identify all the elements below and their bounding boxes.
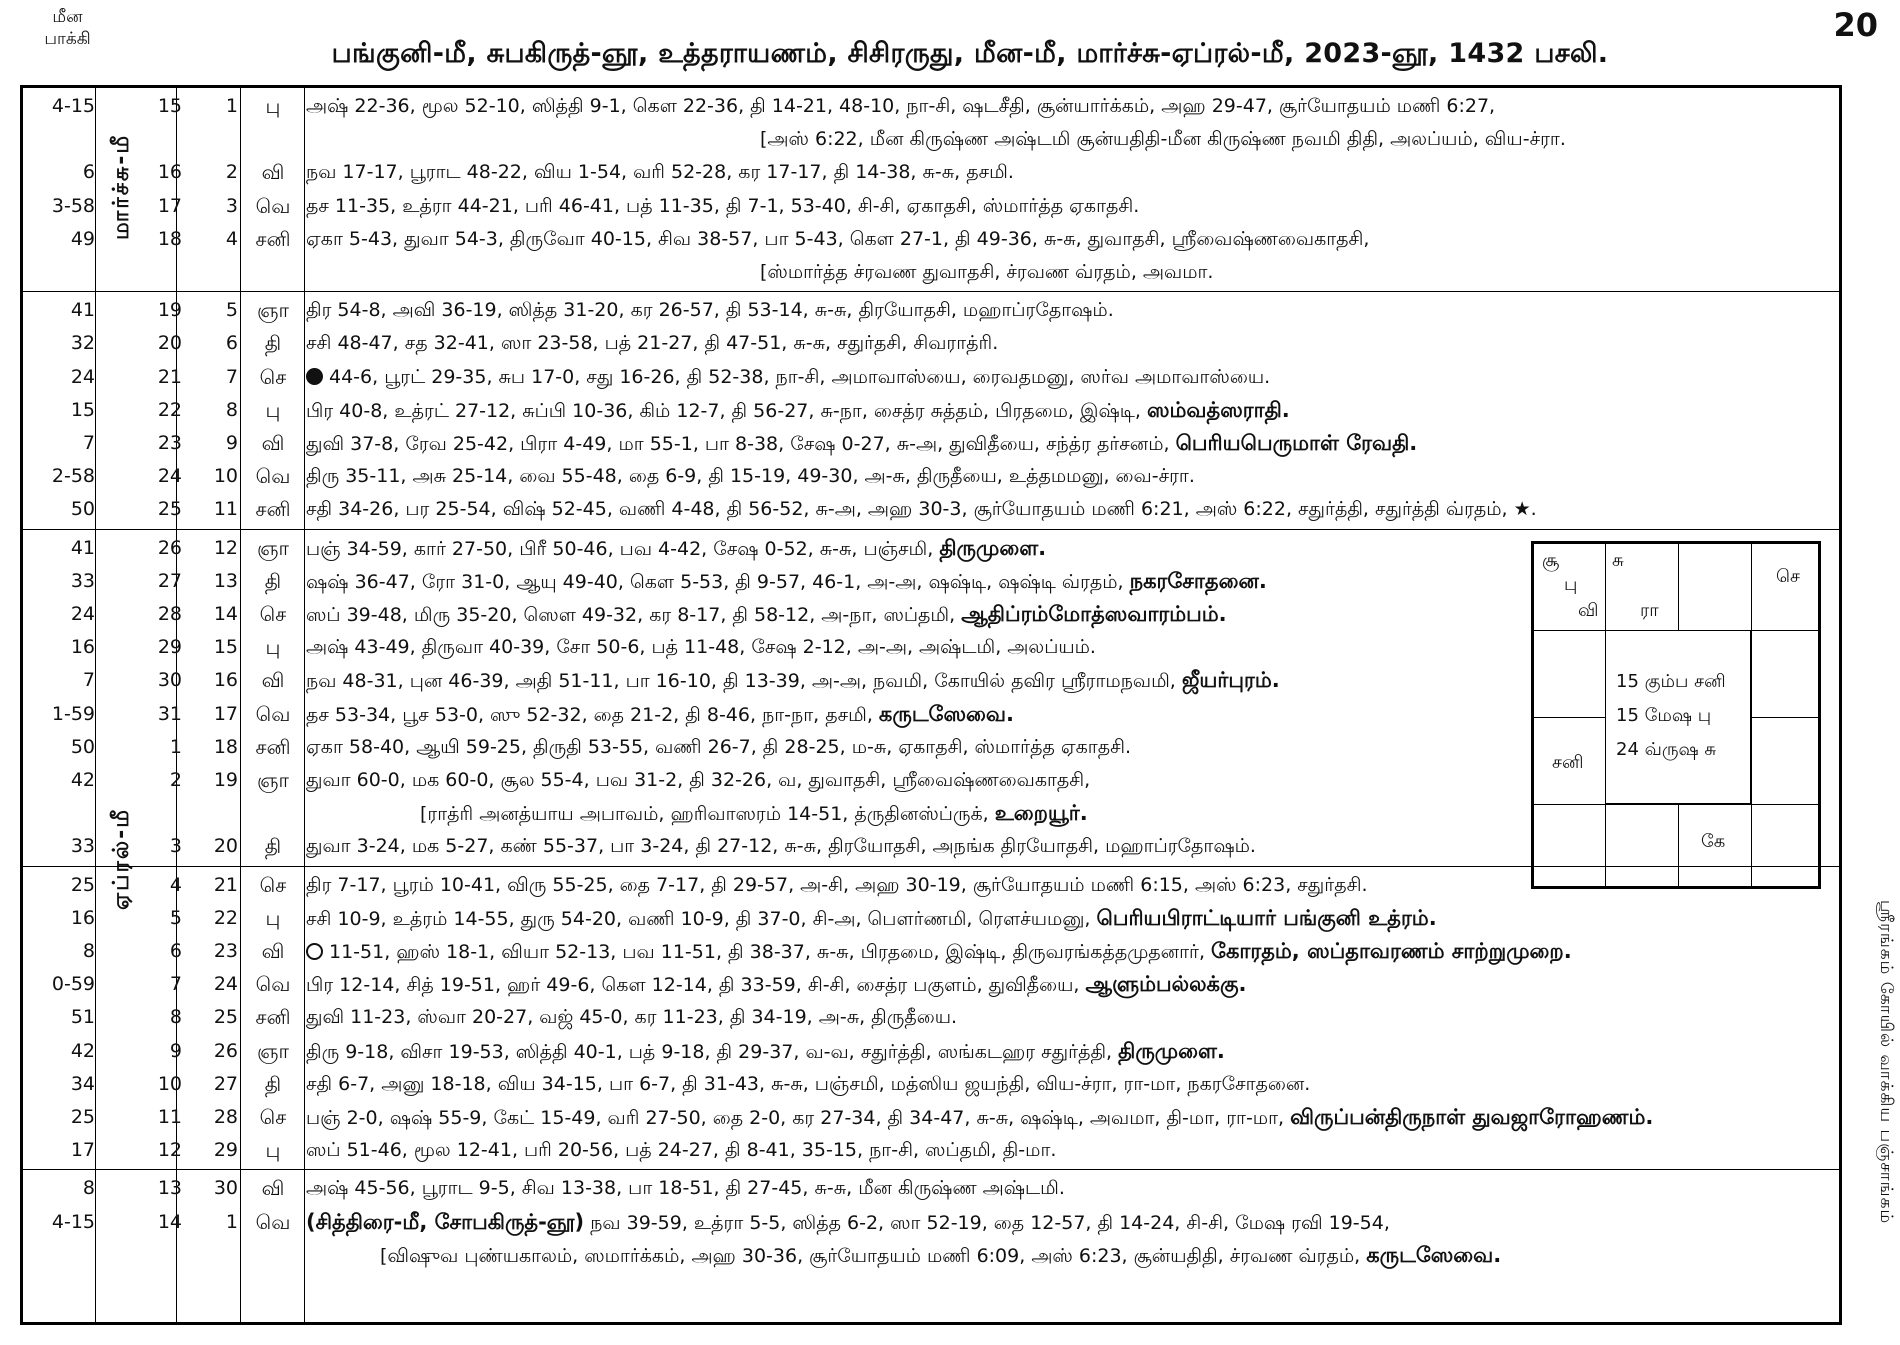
bakki-value: 42 xyxy=(70,1039,95,1062)
month-label-april: ஏப்ரல்-மீ xyxy=(109,807,134,910)
details-text: சசி 48-47, சத 32-41, ஸா 23-58, பத் 21-27, தி 47-51, சு-சு, சதுர்தசி, சிவராத்ரி. xyxy=(306,332,999,355)
almanac-row xyxy=(20,223,1842,256)
tamil-date: 30 xyxy=(213,1177,238,1200)
weekday: ஞா xyxy=(257,768,289,792)
bakki-value: 4-15 xyxy=(51,95,95,117)
panchang-details xyxy=(306,460,1836,493)
bakki-value: 41 xyxy=(70,536,95,559)
panchang-details xyxy=(760,123,1900,156)
bakki-value: 2-58 xyxy=(51,465,95,488)
rasi-cell xyxy=(1678,543,1752,631)
bakki-value: 7 xyxy=(82,669,95,692)
weekday: தி xyxy=(264,834,282,859)
details-text: சதி 34-26, பர 25-54, விஷ் 52-45, வணி 4-48, தி 56-52, சு-அ, அஹ 30-3, சூர்யோதயம் மணி 6:21, அஸ் 6:22, சதுர்த்தி, சதுர்த்தி வ்ரதம், xyxy=(306,498,1508,521)
tamil-date: 12 xyxy=(213,536,238,559)
almanac-row xyxy=(20,902,1842,935)
english-date: 18 xyxy=(157,227,182,250)
english-date: 25 xyxy=(157,498,182,521)
bakki-value: 0-59 xyxy=(51,973,95,996)
tamil-date: 21 xyxy=(213,873,238,896)
almanac-row xyxy=(20,1172,1842,1205)
weekday: வெ xyxy=(255,701,291,726)
details-text: சதி 6-7, அனு 18-18, விய 34-15, பா 6-7, தி 31-43, சு-சு, பஞ்சமி, மத்ஸிய ஜயந்தி, விய-ச்ரா, ரா-மா, நகரசோதனை. xyxy=(306,1072,1311,1095)
almanac-row xyxy=(20,460,1842,493)
almanac-row xyxy=(20,394,1842,427)
festival-highlight: கோரதம், ஸப்தாவரணம் சாற்றுமுறை. xyxy=(1211,939,1572,963)
tamil-date: 10 xyxy=(213,465,238,488)
weekday: பு xyxy=(265,635,281,660)
group-divider xyxy=(20,291,1842,292)
english-date: 1 xyxy=(169,735,182,758)
english-date: 3 xyxy=(169,835,182,858)
tamil-date: 18 xyxy=(213,735,238,758)
english-date: 9 xyxy=(169,1039,182,1062)
bakki-value: 25 xyxy=(70,1106,95,1128)
rasi-cell xyxy=(1751,804,1819,887)
rasi-transit: 24 வ்ருஷ சு xyxy=(1616,739,1717,760)
details-text: தச 11-35, உத்ரா 44-21, பரி 46-41, பத் 11-35, தி 7-1, 53-40, சி-சி, ஏகாதசி, ஸ்மார்த்த ஏகாதசி. xyxy=(306,194,1140,217)
festival-highlight: பெரியபிராட்டியார் பங்குனி உத்ரம். xyxy=(1096,905,1437,930)
details-text: பிர 12-14, சித் 19-51, ஹர் 49-6, கௌ 12-14, தி 33-59, சி-சி, சைத்ர பகுளம், துவிதீயை, xyxy=(306,974,1080,997)
details-text: திரு 9-18, விசா 19-53, ஸித்தி 40-1, பத் 9-18, தி 29-37, வ-வ, சதுர்த்தி, ஸங்கடஹர சதுர்த்தி, xyxy=(306,1040,1113,1063)
bakki-value: 16 xyxy=(70,636,95,659)
bakki-value: 3-58 xyxy=(51,194,95,217)
rasi-planet: ரா xyxy=(1640,600,1659,621)
almanac-row xyxy=(20,935,1842,968)
new-moon-icon xyxy=(306,368,323,385)
tamil-date: 7 xyxy=(225,365,238,388)
details-text: ஏகா 58-40, ஆயி 59-25, திருதி 53-55, வணி 26-7, தி 28-25, ம-சு, ஏகாதசி, ஸ்மார்த்த ஏகாதசி. xyxy=(306,735,1132,758)
english-date: 15 xyxy=(157,95,182,117)
rasi-cell xyxy=(1751,717,1819,805)
panchang-details xyxy=(306,1206,1836,1239)
weekday: ஞா xyxy=(257,535,289,560)
star-icon: ★. xyxy=(1513,498,1537,521)
bakki-value: 1-59 xyxy=(51,702,95,725)
tamil-date: 11 xyxy=(213,498,238,521)
meena-label: மீன xyxy=(52,7,83,27)
bakki-value: 51 xyxy=(70,1006,95,1029)
almanac-row xyxy=(20,1035,1842,1068)
details-text: துவா 60-0, மக 60-0, சூல 55-4, பவ 31-2, தி 32-26, வ, துவாதசி, ஸ்ரீவைஷ்ணவைகாதசி, xyxy=(306,769,1091,791)
weekday: வி xyxy=(261,160,285,185)
details-text: பஞ் 34-59, கார் 27-50, பிரீ 50-46, பவ 4-42, சேஷ 0-52, சு-சு, பஞ்சமி, xyxy=(306,537,934,560)
rasi-planet: பு xyxy=(1564,574,1578,595)
almanac-row xyxy=(20,1068,1842,1101)
weekday: செ xyxy=(259,872,287,897)
almanac-row xyxy=(20,90,1842,123)
bakki-value: 32 xyxy=(70,332,95,355)
festival-highlight: ஆதிப்ரம்மோத்ஸவாரம்பம். xyxy=(961,602,1227,626)
bakki-value: 24 xyxy=(70,603,95,625)
almanac-row xyxy=(20,1239,1842,1272)
rasi-cell xyxy=(1533,630,1606,718)
details-text: அஷ் 43-49, திருவா 40-39, சோ 50-6, பத் 11-48, சேஷ 2-12, அ-அ, அஷ்டமி, அலப்யம். xyxy=(306,636,1096,659)
panchang-details xyxy=(306,902,1836,935)
english-date: 10 xyxy=(157,1072,182,1095)
tamil-date: 6 xyxy=(225,332,238,355)
panchang-details xyxy=(306,1035,1836,1068)
english-date: 20 xyxy=(157,332,182,355)
details-text: [ராத்ரி அனத்யாய அபாவம், ஹரிவாஸரம் 14-51, த்ருதினஸ்ப்ருக், xyxy=(420,803,989,826)
weekday: பு xyxy=(265,94,281,118)
rasi-cell xyxy=(1678,804,1752,887)
details-text: பிர 40-8, உத்ரட் 27-12, சுப்பி 10-36, கிம் 12-7, தி 56-27, சு-நா, சைத்ர சுத்தம், பிரதமை, இஷ்டி, xyxy=(306,399,1141,422)
bakki-value: 24 xyxy=(70,365,95,388)
english-date: 16 xyxy=(157,161,182,184)
festival-highlight: கருடஸேவை. xyxy=(1366,1242,1502,1267)
details-text: நவ 48-31, புன 46-39, அதி 51-11, பா 16-10, தி 13-39, அ-அ, நவமி, கோயில் தவிர ஸ்ரீராமநவமி, xyxy=(306,670,1176,693)
details-text: ஸப் 51-46, மூல 12-41, பரி 20-56, பத் 24-27, தி 8-41, 35-15, நா-சி, ஸப்தமி, தி-மா. xyxy=(306,1139,1057,1162)
bakki-value: 33 xyxy=(70,569,95,592)
panchang-details xyxy=(306,394,1836,427)
rasi-center-box xyxy=(1605,630,1751,804)
tamil-date: 27 xyxy=(213,1072,238,1095)
weekday: வி xyxy=(261,431,285,455)
weekday: வெ xyxy=(255,972,291,997)
english-date: 12 xyxy=(157,1139,182,1162)
bakki-value: 4-15 xyxy=(51,1210,95,1233)
details-text: திர 54-8, அவி 36-19, ஸித்த 31-20, கர 26-57, தி 53-14, சு-சு, திரயோதசி, மஹாப்ரதோஷம். xyxy=(306,299,1114,322)
tamil-date: 22 xyxy=(213,906,238,929)
bakki-value: 25 xyxy=(70,873,95,896)
rasi-planet: சனி xyxy=(1552,752,1584,773)
bakki-value: 50 xyxy=(70,735,95,758)
panchang-details xyxy=(306,1101,1836,1134)
details-text: ஏகா 5-43, துவா 54-3, திருவோ 40-15, சிவ 38-57, பா 5-43, கௌ 27-1, தி 49-36, சு-சு, துவாதசி, ஸ்ரீவைஷ்ணவைகாதசி, xyxy=(306,227,1370,250)
almanac-row xyxy=(20,968,1842,1001)
english-date: 26 xyxy=(157,536,182,559)
details-text: துவி 11-23, ஸ்வா 20-27, வஜ் 45-0, கர 11-23, தி 34-19, அ-சு, திருதீயை. xyxy=(306,1006,958,1029)
group-divider xyxy=(20,1169,1842,1170)
panchang-details xyxy=(306,1001,1836,1034)
rasi-cell xyxy=(1751,630,1819,718)
tamil-date: 29 xyxy=(213,1139,238,1162)
bakki-value: 33 xyxy=(70,835,95,858)
bakki-value: 17 xyxy=(70,1139,95,1162)
tamil-date: 14 xyxy=(213,603,238,625)
tamil-date: 16 xyxy=(213,669,238,692)
english-date: 31 xyxy=(157,702,182,725)
panchang-details xyxy=(306,327,1836,360)
weekday: வி xyxy=(261,939,285,963)
panchang-details xyxy=(306,427,1836,460)
english-date: 8 xyxy=(169,1006,182,1029)
rasi-planet: கே xyxy=(1701,831,1726,852)
weekday: தி xyxy=(264,1071,282,1096)
tamil-date: 28 xyxy=(213,1106,238,1128)
bakki-label: பாக்கி xyxy=(44,29,91,49)
almanac-row xyxy=(20,1134,1842,1167)
weekday: சனி xyxy=(255,734,291,759)
english-date: 13 xyxy=(157,1177,182,1200)
weekday: வெ xyxy=(255,1209,291,1234)
tamil-date: 23 xyxy=(213,940,238,962)
rasi-cell xyxy=(1605,543,1679,631)
bakki-value: 41 xyxy=(70,299,95,322)
weekday: செ xyxy=(259,1105,287,1129)
details-text: ஸப் 39-48, மிரு 35-20, ஸௌ 49-32, கர 8-17, தி 58-12, அ-நா, ஸப்தமி, xyxy=(306,604,956,626)
english-date: 19 xyxy=(157,299,182,322)
weekday: வி xyxy=(261,668,285,693)
rasi-cell xyxy=(1533,543,1606,631)
english-date: 24 xyxy=(157,465,182,488)
rasi-transit: 15 கும்ப சனி xyxy=(1616,671,1726,692)
rasi-planet: வி xyxy=(1578,600,1599,621)
festival-highlight: திருமுளை. xyxy=(1118,1038,1225,1063)
festival-highlight: விருப்பன்திருநாள் துவஜாரோஹணம். xyxy=(1290,1105,1654,1129)
tamil-date: 5 xyxy=(225,299,238,322)
weekday: ஞா xyxy=(257,298,289,323)
festival-highlight: நகரசோதனை. xyxy=(1129,568,1267,593)
almanac-row xyxy=(20,327,1842,360)
tamil-date: 26 xyxy=(213,1039,238,1062)
english-date: 7 xyxy=(169,973,182,996)
rasi-planet: சு xyxy=(1612,550,1624,571)
almanac-row xyxy=(20,1206,1842,1239)
details-text: அஷ் 45-56, பூராட 9-5, சிவ 13-38, பா 18-51, தி 27-45, சு-சு, மீன கிருஷ்ண அஷ்டமி. xyxy=(306,1177,1065,1200)
festival-highlight: ஜீயர்புரம். xyxy=(1181,668,1280,693)
english-date: 30 xyxy=(157,669,182,692)
tamil-date: 1 xyxy=(225,95,238,117)
english-date: 23 xyxy=(157,432,182,454)
weekday: தி xyxy=(264,568,282,593)
panchang-details xyxy=(380,1239,1900,1272)
tamil-date: 1 xyxy=(225,1210,238,1233)
festival-highlight: திருமுளை. xyxy=(939,535,1047,560)
festival-highlight: உறையூர். xyxy=(994,801,1088,826)
rasi-planet: செ xyxy=(1776,566,1800,587)
details-text: தச 53-34, பூச 53-0, ஸு 52-32, தை 21-2, தி 8-46, நா-நா, தசமி, xyxy=(306,703,873,726)
panchang-details xyxy=(306,935,1836,968)
details-text: [விஷுவ புண்யகாலம், ஸமார்க்கம், அஹ 30-36, சூர்யோதயம் மணி 6:09, அஸ் 6:23, சூன்யதிதி, ச்ரவண வ்ரதம், xyxy=(380,1244,1361,1267)
panchang-details xyxy=(306,294,1836,327)
panchang-details xyxy=(306,1172,1836,1205)
bakki-value: 50 xyxy=(70,498,95,521)
english-date: 28 xyxy=(157,603,182,625)
english-date: 11 xyxy=(157,1106,182,1128)
details-text: சசி 10-9, உத்ரம் 14-55, துரு 54-20, வணி 10-9, தி 37-0, சி-அ, பௌர்ணமி, ரௌச்யமனு, xyxy=(306,907,1091,930)
side-caption: ஸ்ரீரங்கம் கோயில் வாக்கிய பஞ்சாங்கம் xyxy=(1876,900,1896,1225)
full-moon-icon xyxy=(306,943,323,960)
details-text: திரு 35-11, அசு 25-14, வை 55-48, தை 6-9, தி 15-19, 49-30, அ-சு, திருதீயை, உத்தமமனு, வை-ச்ரா. xyxy=(306,465,1195,488)
weekday: செ xyxy=(259,602,287,626)
panchang-details xyxy=(306,223,1836,256)
english-date: 21 xyxy=(157,365,182,388)
panchang-details xyxy=(306,156,1836,189)
tamil-date: 15 xyxy=(213,636,238,659)
english-date: 17 xyxy=(157,194,182,217)
panchang-details xyxy=(306,190,1836,223)
almanac-row xyxy=(20,1101,1842,1134)
panchang-details xyxy=(306,361,1836,394)
english-date: 27 xyxy=(157,569,182,592)
weekday: தி xyxy=(264,331,282,356)
rasi-planet: சூ xyxy=(1542,550,1560,571)
weekday: ஞா xyxy=(257,1038,289,1063)
bakki-value: 34 xyxy=(70,1072,95,1095)
almanac-row xyxy=(20,294,1842,327)
bakki-value: 16 xyxy=(70,906,95,929)
details-text: துவி 37-8, ரேவ 25-42, பிரா 4-49, மா 55-1, பா 8-38, சேஷ 0-27, சு-அ, துவிதீயை, சந்த்ர தர்சனம், xyxy=(306,433,1170,455)
group-divider xyxy=(20,529,1842,530)
rasi-cell xyxy=(1605,804,1679,887)
almanac-row xyxy=(20,427,1842,460)
almanac-row xyxy=(20,493,1842,526)
tamil-date: 4 xyxy=(225,227,238,250)
english-date: 22 xyxy=(157,398,182,421)
details-text: நவ 17-17, பூராட 48-22, விய 1-54, வரி 52-28, கர 17-17, தி 14-38, சு-சு, தசமி. xyxy=(306,161,1014,184)
weekday: வெ xyxy=(255,193,291,218)
tamil-date: 8 xyxy=(225,398,238,421)
weekday: பு xyxy=(265,1138,281,1163)
details-text: அஷ் 22-36, மூல 52-10, ஸித்தி 9-1, கௌ 22-36, தி 14-21, 48-10, நா-சி, ஷடசீதி, சூன்யார்க்கம், அஹ 29-47, சூர்யோதயம் மணி 6:27, xyxy=(306,95,1496,117)
tamil-date: 2 xyxy=(225,161,238,184)
bakki-value: 15 xyxy=(70,398,95,421)
tamil-date: 3 xyxy=(225,194,238,217)
panchang-details xyxy=(306,493,1836,526)
almanac-row xyxy=(20,256,1842,289)
festival-highlight: கருடஸேவை. xyxy=(878,701,1014,726)
weekday: சனி xyxy=(255,1005,291,1030)
month-label-march: மார்ச்சு-மீ xyxy=(109,133,134,240)
panchang-details xyxy=(760,256,1900,289)
details-text: துவா 3-24, மக 5-27, கண் 55-37, பா 3-24, தி 27-12, சு-சு, திரயோதசி, அநங்க திரயோதசி, மஹாப்ரதோஷம். xyxy=(306,835,1256,858)
month-start-label: (சித்திரை-மீ, சோபகிருத்-ஞூ) xyxy=(306,1209,585,1234)
festival-highlight: பெரியபெருமாள் ரேவதி. xyxy=(1175,431,1418,455)
details-text: 11-51, ஹஸ் 18-1, வியா 52-13, பவ 11-51, தி 38-37, சு-சு, பிரதமை, இஷ்டி, திருவரங்கத்தமுதனார், xyxy=(329,941,1205,963)
bakki-value: 8 xyxy=(82,940,95,962)
weekday: வி xyxy=(261,1176,285,1201)
panchang-details xyxy=(306,1068,1836,1101)
weekday: சனி xyxy=(255,226,291,251)
details-text: பஞ் 2-0, ஷஷ் 55-9, கேட் 15-49, வரி 27-50, தை 2-0, கர 27-34, தி 34-47, சு-சு, ஷஷ்டி, அவமா, தி-மா, ரா-மா, xyxy=(306,1107,1285,1129)
weekday: பு xyxy=(265,397,281,422)
bakki-value: 7 xyxy=(82,432,95,454)
details-text: [ஸ்மார்த்த ச்ரவண துவாதசி, ச்ரவண வ்ரதம், அவமா. xyxy=(760,261,1214,283)
panchang-details xyxy=(306,968,1836,1001)
weekday: சனி xyxy=(255,497,291,522)
almanac-row xyxy=(20,1001,1842,1034)
rasi-cell xyxy=(1533,717,1606,805)
bakki-value: 49 xyxy=(70,227,95,250)
english-date: 29 xyxy=(157,636,182,659)
details-text: 44-6, பூரட் 29-35, சுப 17-0, சது 16-26, தி 52-38, நா-சி, அமாவாஸ்யை, ரைவதமனு, ஸர்வ அமாவாஸ்யை. xyxy=(329,365,1271,388)
weekday: பு xyxy=(265,905,281,930)
panchang-details xyxy=(306,1134,1836,1167)
english-date: 4 xyxy=(169,873,182,896)
panchang-details xyxy=(306,90,1836,123)
rasi-transit: 15 மேஷ பு xyxy=(1616,705,1712,726)
tamil-date: 24 xyxy=(213,973,238,996)
tamil-date: 19 xyxy=(213,769,238,791)
rasi-cell xyxy=(1533,804,1606,887)
tamil-date: 13 xyxy=(213,569,238,592)
festival-highlight: ஸம்வத்ஸராதி. xyxy=(1146,397,1290,422)
almanac-row xyxy=(20,123,1842,156)
tamil-date: 17 xyxy=(213,702,238,725)
almanac-row xyxy=(20,190,1842,223)
weekday: செ xyxy=(259,364,287,389)
english-date: 14 xyxy=(157,1210,182,1233)
page-number: 20 xyxy=(1833,6,1878,44)
bakki-value: 8 xyxy=(82,1177,95,1200)
page-title: பங்குனி-மீ, சுபகிருத்-ஞூ, உத்தராயணம், சிசிரருது, மீன-மீ, மார்ச்சு-ஏப்ரல்-மீ, 2023-ஞூ, 1432 பசலி. xyxy=(331,38,1609,69)
almanac-row xyxy=(20,156,1842,189)
rasi-cell xyxy=(1751,543,1819,631)
tamil-date: 9 xyxy=(225,432,238,454)
festival-highlight: ஆளும்பல்லக்கு. xyxy=(1085,972,1247,997)
tamil-date: 20 xyxy=(213,835,238,858)
english-date: 2 xyxy=(169,769,182,791)
tamil-date: 25 xyxy=(213,1006,238,1029)
rasi-chart xyxy=(1531,541,1821,889)
meena-bakki-label xyxy=(20,6,115,50)
details-text: நவ 39-59, உத்ரா 5-5, ஸித்த 6-2, ஸா 52-19, தை 12-57, தி 14-24, சி-சி, மேஷ ரவி 19-54, xyxy=(590,1211,1390,1234)
details-text: [அஸ் 6:22, மீன கிருஷ்ண அஷ்டமி சூன்யதிதி-மீன கிருஷ்ண நவமி திதி, அலப்யம், விய-ச்ரா. xyxy=(760,128,1566,151)
details-text: ஷஷ் 36-47, ரோ 31-0, ஆயு 49-40, கௌ 5-53, தி 9-57, 46-1, அ-அ, ஷஷ்டி, ஷஷ்டி வ்ரதம், xyxy=(306,570,1124,593)
almanac-row xyxy=(20,361,1842,394)
weekday: வெ xyxy=(255,464,291,489)
bakki-value: 6 xyxy=(82,161,95,184)
english-date: 6 xyxy=(169,940,182,962)
bakki-value: 42 xyxy=(70,769,95,791)
details-text: திர 7-17, பூரம் 10-41, விரு 55-25, தை 7-17, தி 29-57, அ-சி, அஹ 30-19, சூர்யோதயம் மணி 6:15, அஸ் 6:23, சதுர்தசி. xyxy=(306,873,1368,896)
english-date: 5 xyxy=(169,906,182,929)
